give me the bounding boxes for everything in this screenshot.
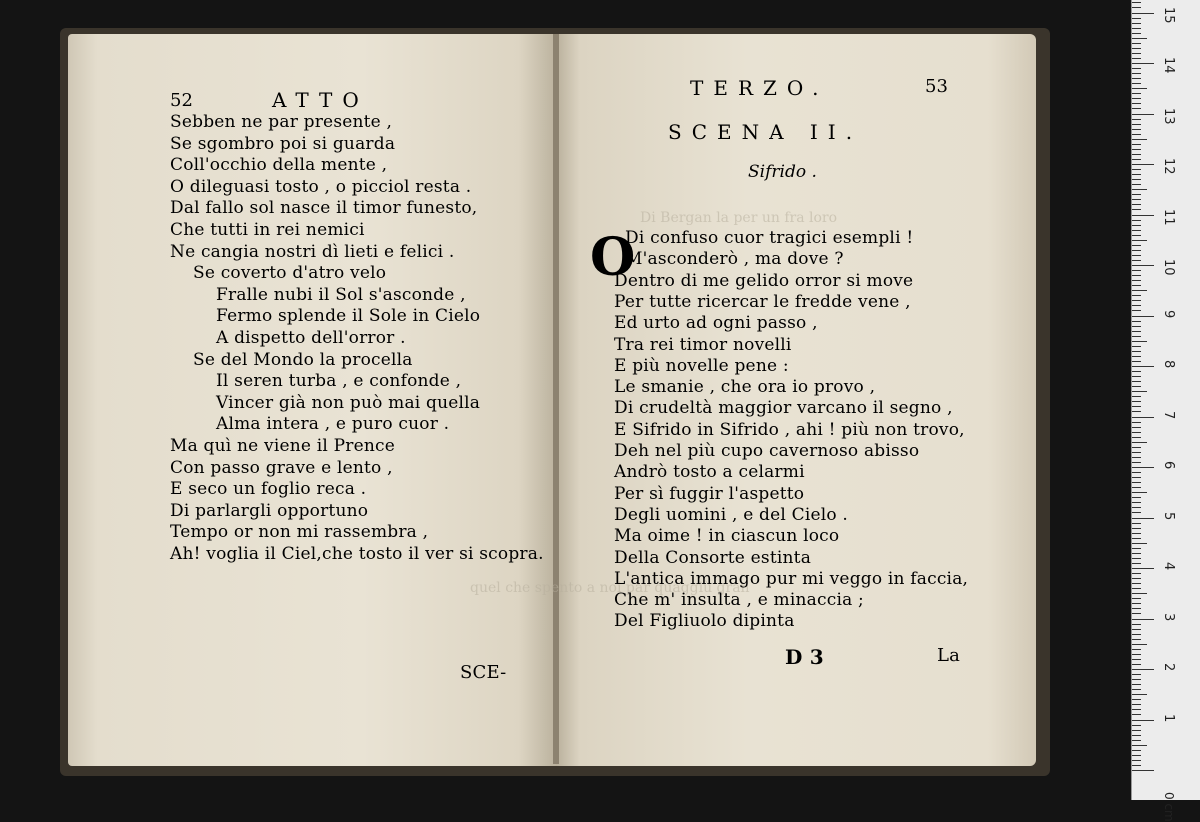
ruler-tick: [1132, 366, 1154, 367]
ruler-tick: [1132, 321, 1141, 322]
ruler-tick: [1132, 528, 1141, 529]
ruler-tick: [1132, 235, 1141, 236]
ruler-tick: [1132, 220, 1141, 221]
ruler-tick: [1132, 442, 1147, 443]
ruler-tick: [1132, 13, 1154, 14]
verse-line: Coll'occhio della mente ,: [170, 155, 388, 176]
ruler-tick: [1132, 684, 1141, 685]
verse-line: Sebben ne par presente ,: [170, 112, 393, 132]
ruler-tick: [1132, 270, 1141, 271]
ruler-tick: [1132, 83, 1141, 84]
ruler-tick: [1132, 669, 1154, 670]
ruler-tick: [1132, 603, 1141, 604]
ruler-tick: [1132, 48, 1141, 49]
verse-line: Ah! voglia il Ciel,che tosto il ver si scopra.: [170, 544, 544, 564]
verse-line: O dileguasi tosto , o picciol resta .: [170, 176, 472, 197]
ruler-tick: [1132, 740, 1141, 741]
ruler-tick: [1132, 568, 1154, 569]
ruler-tick: [1132, 634, 1141, 635]
ruler-tick: [1132, 406, 1141, 407]
ruler-tick: [1132, 411, 1141, 412]
ruler-tick: [1132, 33, 1141, 34]
ruler-tick: [1132, 7, 1141, 8]
ruler-tick: [1132, 103, 1141, 104]
ruler-number: 13: [1161, 107, 1176, 125]
ruler-tick: [1132, 68, 1141, 69]
verse-line: Le smanie , che ora io provo ,: [614, 377, 876, 398]
ruler-tick: [1132, 507, 1141, 508]
ruler-tick: [1132, 487, 1141, 488]
ruler-tick: [1132, 139, 1147, 140]
verse-line: Ne cangia nostri dì lieti e felici .: [170, 241, 455, 262]
verse-line: Della Consorte estinta: [614, 547, 812, 568]
ruler-tick: [1132, 543, 1147, 544]
ruler-tick: [1132, 184, 1141, 185]
verse-line: Ma quì ne viene il Prence: [170, 436, 395, 456]
ruler-tick: [1132, 624, 1141, 625]
ruler-tick: [1132, 391, 1147, 392]
verse-line: Deh nel più cupo cavernoso abisso: [614, 441, 920, 461]
ruler-tick: [1132, 28, 1141, 29]
ruler-tick: [1132, 351, 1141, 352]
show-through-text: quel che spento a noi par quaggiù gran: [470, 580, 750, 596]
ruler-tick: [1132, 422, 1141, 423]
ruler-tick: [1132, 482, 1141, 483]
verse-line: Di confuso cuor tragici esempli !: [625, 228, 914, 248]
ruler-tick: [1132, 523, 1141, 524]
ruler-tick: [1132, 608, 1141, 609]
scene-title: SCENA II.: [668, 120, 863, 144]
ruler-tick: [1132, 462, 1141, 463]
verse-line: A dispetto dell'orror .: [216, 328, 406, 348]
ruler-tick: [1132, 533, 1141, 534]
ruler-tick: [1132, 255, 1141, 256]
ruler-tick: [1132, 114, 1154, 115]
ruler-tick: [1132, 73, 1141, 74]
ruler-tick: [1132, 88, 1147, 89]
ruler-tick: [1132, 230, 1141, 231]
ruler-tick: [1132, 215, 1154, 216]
ruler-tick: [1132, 704, 1141, 705]
ruler-tick: [1132, 558, 1141, 559]
verse-line: Ed urto ad ogni passo ,: [614, 313, 818, 334]
verse-line: Dentro di me gelido orror si move: [614, 270, 914, 291]
ruler-number: 6: [1161, 461, 1176, 470]
ruler-tick: [1132, 285, 1141, 286]
ruler-tick: [1132, 750, 1141, 751]
ruler-tick: [1132, 386, 1141, 387]
ruler-tick: [1132, 512, 1141, 513]
ruler-tick: [1132, 654, 1141, 655]
verse-line: Ma oime ! in ciascun loco: [614, 526, 840, 547]
measurement-ruler: [1131, 0, 1200, 822]
ruler-tick: [1132, 613, 1141, 614]
ruler-tick: [1132, 225, 1141, 226]
right-running-head: TERZO.: [690, 76, 829, 100]
ruler-tick: [1132, 63, 1154, 64]
ruler-number: 5: [1161, 511, 1176, 520]
verse-line: Il seren turba , e confonde ,: [216, 371, 462, 392]
ruler-number: 12: [1161, 158, 1176, 175]
ruler-tick: [1132, 502, 1141, 503]
speaker-name: Sifrido .: [748, 162, 817, 182]
ruler-tick: [1132, 265, 1154, 266]
ruler-tick: [1132, 336, 1141, 337]
ruler-tick: [1132, 149, 1141, 150]
ruler-tick: [1132, 497, 1141, 498]
ruler-tick: [1132, 310, 1141, 311]
verse-line: Degli uomini , e del Cielo .: [614, 504, 849, 525]
ruler-tick: [1132, 240, 1147, 241]
ruler-tick: [1132, 755, 1141, 756]
ruler-tick: [1132, 326, 1141, 327]
ruler-tick: [1132, 427, 1141, 428]
ruler-tick: [1132, 588, 1141, 589]
ruler-number: 15: [1161, 6, 1176, 24]
ruler-number: 2: [1161, 663, 1176, 672]
ruler-tick: [1132, 401, 1141, 402]
ruler-tick: [1132, 376, 1141, 377]
ruler-tick: [1132, 770, 1154, 771]
ruler-tick: [1132, 381, 1141, 382]
ruler-tick: [1132, 129, 1141, 130]
ruler-tick: [1132, 179, 1141, 180]
ruler-tick: [1132, 578, 1141, 579]
book-gutter: [553, 34, 559, 764]
verse-line: Tra rei timor novelli: [614, 334, 792, 355]
ruler-tick: [1132, 194, 1141, 195]
ruler-tick: [1132, 639, 1141, 640]
ruler-tick: [1132, 316, 1154, 317]
verse-line: Che m' insulta , e minaccia ;: [614, 590, 864, 611]
verse-line: Con passo grave e lento ,: [170, 457, 393, 478]
left-running-head: ATTO: [272, 88, 369, 112]
ruler-tick: [1132, 447, 1141, 448]
ruler-tick: [1132, 154, 1141, 155]
ruler-tick: [1132, 644, 1147, 645]
ruler-tick: [1132, 260, 1141, 261]
ruler-tick: [1132, 245, 1141, 246]
ruler-tick: [1132, 280, 1141, 281]
ruler-tick: [1132, 346, 1141, 347]
ruler-tick: [1132, 417, 1154, 418]
verse-line: Se sgombro poi si guarda: [170, 133, 396, 154]
ruler-tick: [1132, 659, 1141, 660]
ruler-tick: [1132, 396, 1141, 397]
verse-line: E Sifrido in Sifrido , ahi ! più non trovo,: [614, 419, 965, 440]
right-catchword: La: [937, 645, 961, 666]
ruler-tick: [1132, 38, 1147, 39]
ruler-tick: [1132, 98, 1141, 99]
ruler-tick: [1132, 43, 1141, 44]
ruler-number: 10: [1161, 259, 1176, 276]
ruler-tick: [1132, 108, 1141, 109]
ruler-tick: [1132, 674, 1141, 675]
ruler-tick: [1132, 694, 1147, 695]
ruler-tick: [1132, 23, 1141, 24]
ruler-tick: [1132, 649, 1141, 650]
ruler-tick: [1132, 331, 1141, 332]
ruler-tick: [1132, 295, 1141, 296]
verse-line: Andrò tosto a celarmi: [614, 462, 805, 483]
ruler-tick: [1132, 452, 1141, 453]
ruler-tick: [1132, 119, 1141, 120]
ruler-number: 7: [1161, 410, 1176, 419]
verse-line: Di crudeltà maggior varcano il segno ,: [614, 398, 953, 419]
ruler-tick: [1132, 598, 1141, 599]
ruler-tick: [1132, 275, 1141, 276]
ruler-tick: [1132, 679, 1141, 680]
ruler-tick: [1132, 159, 1141, 160]
ruler-tick: [1132, 189, 1147, 190]
ruler-tick: [1132, 341, 1147, 342]
ruler-tick: [1132, 730, 1141, 731]
verse-line: Del Figliuolo dipinta: [614, 611, 795, 632]
verse-line: E più novelle pene :: [614, 355, 789, 376]
verse-line: M'asconderò , ma dove ?: [625, 249, 844, 270]
ruler-tick: [1132, 518, 1154, 519]
verse-line: Se coverto d'atro velo: [193, 263, 387, 284]
left-catchword: SCE-: [460, 662, 507, 683]
signature-mark: D 3: [785, 645, 824, 669]
ruler-tick: [1132, 174, 1141, 175]
ruler-tick: [1132, 477, 1141, 478]
ruler-tick: [1132, 699, 1141, 700]
ruler-tick: [1132, 664, 1141, 665]
ruler-tick: [1132, 356, 1141, 357]
ruler-tick: [1132, 583, 1141, 584]
ruler-tick: [1132, 467, 1154, 468]
ruler-number: 8: [1161, 360, 1176, 369]
ruler-tick: [1132, 573, 1141, 574]
ruler-tick: [1132, 2, 1141, 3]
ruler-number: 14: [1161, 57, 1176, 74]
verse-line: Se del Mondo la procella: [193, 349, 413, 370]
ruler-tick: [1132, 305, 1141, 306]
ruler-tick: [1132, 371, 1141, 372]
ruler-tick: [1132, 745, 1147, 746]
ruler-tick: [1132, 760, 1141, 761]
ruler-tick: [1132, 735, 1141, 736]
ruler-tick: [1132, 18, 1141, 19]
ruler-tick: [1132, 124, 1141, 125]
ruler-tick: [1132, 714, 1141, 715]
ruler-tick: [1132, 204, 1141, 205]
ruler-tick: [1132, 53, 1141, 54]
ruler-tick: [1132, 553, 1141, 554]
ruler-tick: [1132, 209, 1141, 210]
ruler-tick: [1132, 629, 1141, 630]
ruler-tick: [1132, 720, 1154, 721]
ruler-tick: [1132, 432, 1141, 433]
ruler-tick: [1132, 300, 1141, 301]
ruler-number: 4: [1161, 562, 1176, 571]
verse-line: Di parlargli opportuno: [170, 500, 369, 521]
ruler-tick: [1132, 144, 1141, 145]
verse-line: Tempo or non mi rassembra ,: [170, 522, 429, 543]
ruler-number: 3: [1161, 612, 1176, 621]
ruler-tick: [1132, 250, 1141, 251]
ruler-tick: [1132, 725, 1141, 726]
ruler-tick: [1132, 548, 1141, 549]
verse-line: Fermo splende il Sole in Cielo: [216, 306, 481, 327]
verse-line: Che tutti in rei nemici: [170, 220, 365, 240]
right-page-number: 53: [925, 76, 948, 97]
verse-line: Vincer già non può mai quella: [216, 392, 481, 413]
ruler-tick: [1132, 492, 1147, 493]
ruler-number: 9: [1161, 309, 1176, 318]
ruler-tick: [1132, 437, 1141, 438]
ruler-tick: [1132, 169, 1141, 170]
show-through-text: Di Bergan la per un fra loro: [640, 210, 838, 226]
verse-line: L'antica immago pur mi veggo in faccia,: [614, 568, 969, 589]
ruler-tick: [1132, 361, 1141, 362]
ruler-tick: [1132, 457, 1141, 458]
drop-cap: O: [590, 227, 636, 288]
ruler-tick: [1132, 58, 1141, 59]
verse-line: E seco un foglio reca .: [170, 479, 367, 500]
ruler-unit-label: 0 cm: [1162, 792, 1176, 822]
verse-line: Per tutte ricercar le fredde vene ,: [614, 291, 911, 312]
left-page-number: 52: [170, 90, 193, 111]
ruler-number: 11: [1161, 208, 1176, 226]
ruler-tick: [1132, 689, 1141, 690]
ruler-tick: [1132, 290, 1147, 291]
verse-line: Per sì fuggir l'aspetto: [614, 483, 805, 504]
verse-line: Fralle nubi il Sol s'asconde ,: [216, 284, 466, 305]
ruler-tick: [1132, 709, 1141, 710]
ruler-tick: [1132, 619, 1154, 620]
ruler-tick: [1132, 538, 1141, 539]
verse-line: Alma intera , e puro cuor .: [216, 414, 450, 435]
ruler-tick: [1132, 593, 1147, 594]
ruler-tick: [1132, 164, 1154, 165]
ruler-tick: [1132, 563, 1141, 564]
verse-line: Dal fallo sol nasce il timor funesto,: [170, 198, 478, 219]
ruler-tick: [1132, 78, 1141, 79]
ruler-tick: [1132, 472, 1141, 473]
ruler-tick: [1132, 765, 1141, 766]
ruler-tick: [1132, 93, 1141, 94]
ruler-tick: [1132, 134, 1141, 135]
ruler-number: 1: [1161, 713, 1176, 722]
ruler-tick: [1132, 199, 1141, 200]
